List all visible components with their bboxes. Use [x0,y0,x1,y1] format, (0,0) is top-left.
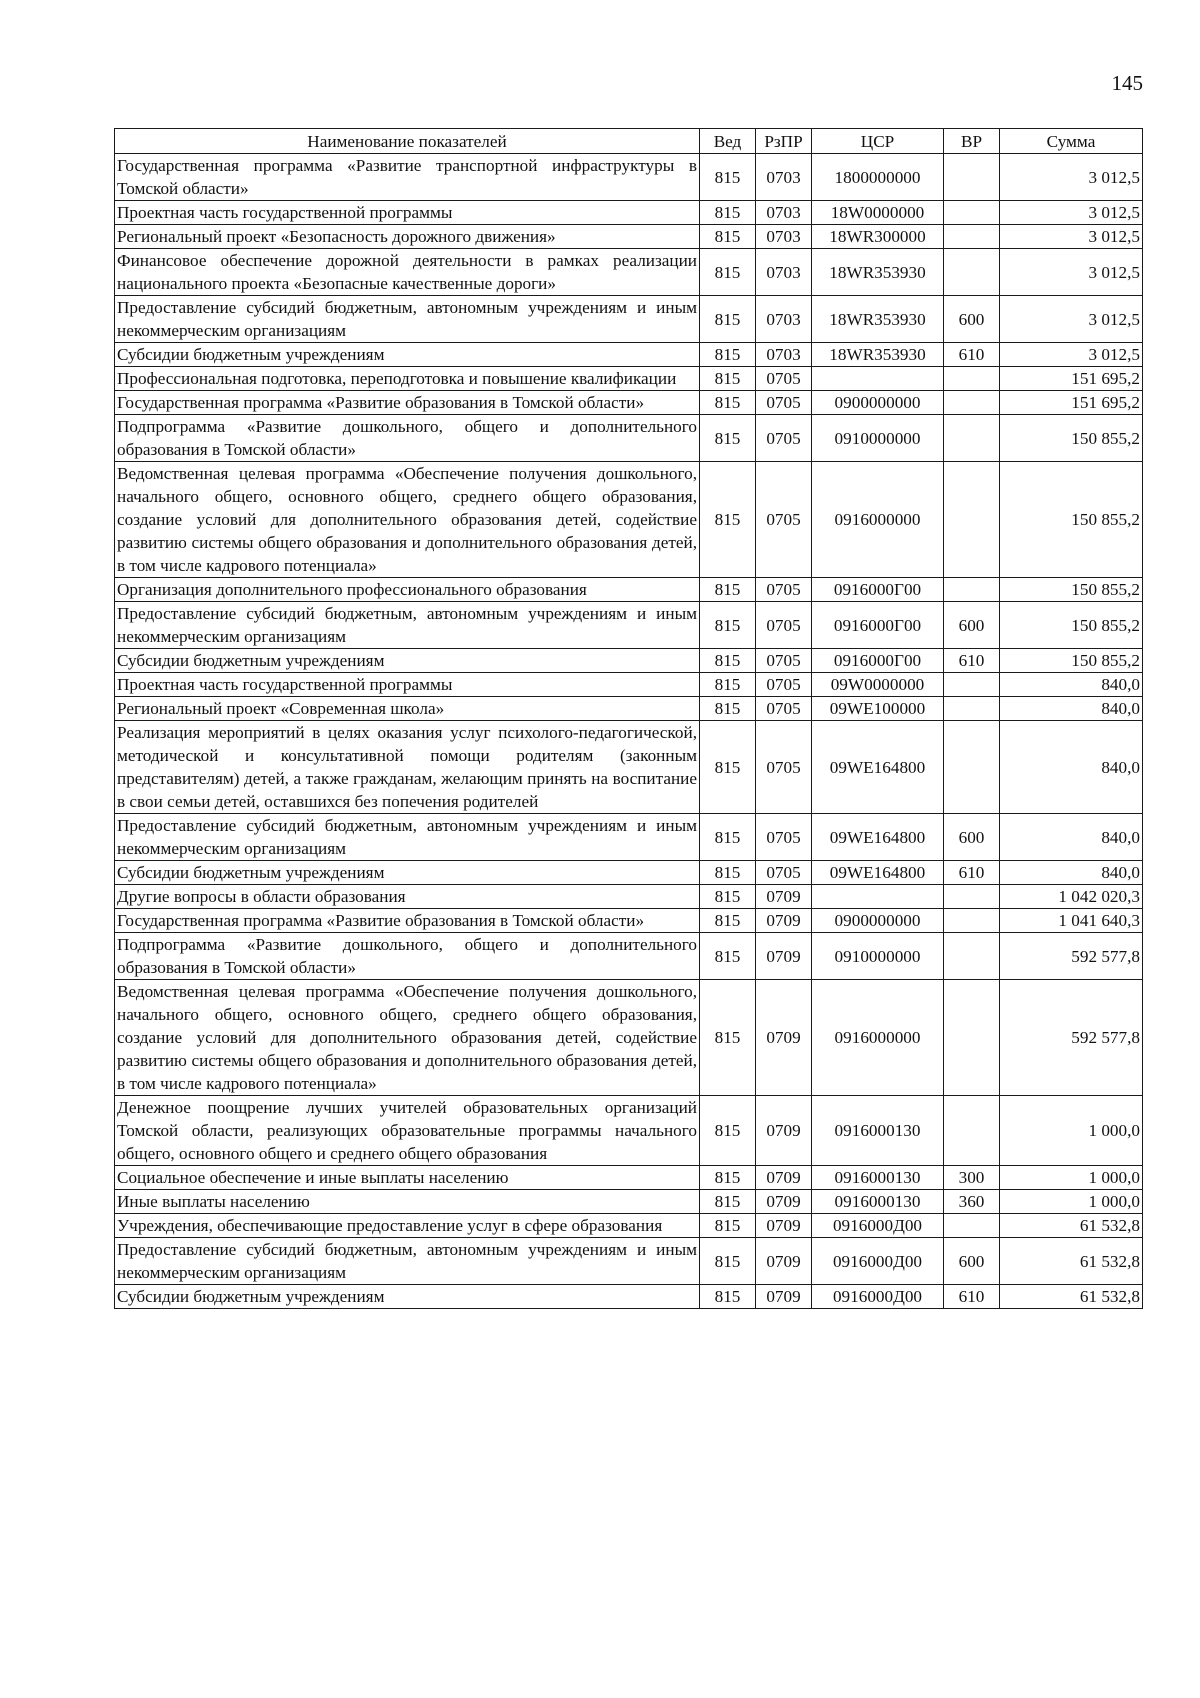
cell-name: Проектная часть государственной программы [115,201,700,225]
table-row [115,814,1143,861]
cell-csr: 0910000000 [812,415,944,462]
table-row [115,909,1143,933]
cell-name: Учреждения, обеспечивающие предоставление услуг в сфере образования [115,1214,700,1238]
cell-vr [944,885,1000,909]
table-row [115,1285,1143,1309]
header-row [115,129,1143,154]
table-row [115,697,1143,721]
cell-name: Социальное обеспечение и иные выплаты населению [115,1166,700,1190]
table-row [115,201,1143,225]
cell-csr: 0916000Д00 [812,1238,944,1285]
cell-rzpr: 0703 [756,249,812,296]
cell-ved: 815 [700,933,756,980]
cell-ved: 815 [700,367,756,391]
table-row [115,225,1143,249]
table-row [115,391,1143,415]
cell-name: Ведомственная целевая программа «Обеспечение получения дошкольного, начального общего, основного общего, среднего общего образования, создание условий для дополнительного образования детей, содействие развитию системы общего образования и дополнительного образования детей, в том числе кадрового потенциала» [115,462,700,578]
cell-sum: 1 041 640,3 [1000,909,1143,933]
table-row [115,1214,1143,1238]
cell-ved: 815 [700,649,756,673]
cell-vr [944,721,1000,814]
cell-csr: 0900000000 [812,391,944,415]
cell-rzpr: 0703 [756,296,812,343]
cell-sum: 592 577,8 [1000,980,1143,1096]
table-header [115,129,1143,154]
cell-rzpr: 0703 [756,154,812,201]
cell-vr [944,201,1000,225]
cell-name: Региональный проект «Современная школа» [115,697,700,721]
cell-ved: 815 [700,391,756,415]
cell-ved: 815 [700,814,756,861]
cell-name: Государственная программа «Развитие образования в Томской области» [115,909,700,933]
cell-sum: 151 695,2 [1000,391,1143,415]
cell-ved: 815 [700,885,756,909]
cell-csr: 18WR300000 [812,225,944,249]
cell-name: Государственная программа «Развитие транспортной инфраструктуры в Томской области» [115,154,700,201]
cell-rzpr: 0709 [756,1096,812,1166]
cell-sum: 1 000,0 [1000,1190,1143,1214]
cell-sum: 840,0 [1000,861,1143,885]
header-name: Наименование показателей [115,129,700,154]
cell-vr: 610 [944,343,1000,367]
cell-csr: 18WR353930 [812,296,944,343]
cell-rzpr: 0705 [756,673,812,697]
cell-name: Подпрограмма «Развитие дошкольного, общего и дополнительного образования в Томской области» [115,415,700,462]
cell-csr: 0916000130 [812,1190,944,1214]
table-row [115,861,1143,885]
table-row [115,415,1143,462]
cell-csr: 18WR353930 [812,249,944,296]
cell-sum: 150 855,2 [1000,415,1143,462]
cell-name: Предоставление субсидий бюджетным, автономным учреждениям и иным некоммерческим организациям [115,602,700,649]
cell-ved: 815 [700,602,756,649]
cell-sum: 150 855,2 [1000,602,1143,649]
cell-csr: 09WE164800 [812,721,944,814]
cell-rzpr: 0705 [756,415,812,462]
cell-vr: 600 [944,296,1000,343]
cell-rzpr: 0709 [756,1214,812,1238]
cell-ved: 815 [700,1190,756,1214]
cell-ved: 815 [700,1096,756,1166]
cell-name: Другие вопросы в области образования [115,885,700,909]
cell-sum: 3 012,5 [1000,343,1143,367]
cell-ved: 815 [700,721,756,814]
cell-name: Профессиональная подготовка, переподготовка и повышение квалификации [115,367,700,391]
cell-sum: 3 012,5 [1000,296,1143,343]
cell-csr: 18W0000000 [812,201,944,225]
cell-vr [944,154,1000,201]
cell-vr: 300 [944,1166,1000,1190]
cell-sum: 61 532,8 [1000,1214,1143,1238]
cell-csr: 18WR353930 [812,343,944,367]
table-row [115,1238,1143,1285]
table-row [115,343,1143,367]
table-row [115,578,1143,602]
cell-vr: 610 [944,861,1000,885]
cell-ved: 815 [700,201,756,225]
cell-name: Государственная программа «Развитие образования в Томской области» [115,391,700,415]
cell-ved: 815 [700,1238,756,1285]
cell-name: Субсидии бюджетным учреждениям [115,861,700,885]
cell-csr: 0916000Г00 [812,578,944,602]
cell-rzpr: 0705 [756,814,812,861]
cell-csr: 0916000000 [812,462,944,578]
table-row [115,1166,1143,1190]
cell-vr [944,909,1000,933]
cell-ved: 815 [700,578,756,602]
cell-rzpr: 0709 [756,933,812,980]
table-row [115,154,1143,201]
cell-rzpr: 0709 [756,909,812,933]
cell-rzpr: 0709 [756,885,812,909]
cell-vr [944,462,1000,578]
cell-sum: 840,0 [1000,673,1143,697]
cell-name: Предоставление субсидий бюджетным, автономным учреждениям и иным некоммерческим организациям [115,814,700,861]
cell-sum: 1 000,0 [1000,1166,1143,1190]
cell-csr [812,367,944,391]
table-row [115,1096,1143,1166]
cell-sum: 150 855,2 [1000,462,1143,578]
cell-name: Денежное поощрение лучших учителей образовательных организаций Томской области, реализующих образовательные программы начального общего, основного общего и среднего общего образования [115,1096,700,1166]
table-row [115,885,1143,909]
cell-rzpr: 0705 [756,602,812,649]
cell-ved: 815 [700,1285,756,1309]
cell-sum: 3 012,5 [1000,201,1143,225]
cell-csr: 09W0000000 [812,673,944,697]
table-row [115,980,1143,1096]
table-body [115,154,1143,1309]
cell-rzpr: 0703 [756,225,812,249]
cell-name: Субсидии бюджетным учреждениям [115,649,700,673]
cell-csr [812,885,944,909]
cell-name: Реализация мероприятий в целях оказания услуг психолого-педагогической, методической и консультативной помощи родителям (законным представителям) детей, а также гражданам, желающим принять на воспитание в свои семьи детей, оставшихся без попечения родителей [115,721,700,814]
cell-sum: 3 012,5 [1000,249,1143,296]
table-row [115,721,1143,814]
cell-csr: 0916000130 [812,1096,944,1166]
cell-ved: 815 [700,225,756,249]
cell-vr [944,933,1000,980]
cell-name: Организация дополнительного профессионального образования [115,578,700,602]
cell-sum: 3 012,5 [1000,225,1143,249]
cell-vr: 360 [944,1190,1000,1214]
cell-vr [944,673,1000,697]
cell-sum: 150 855,2 [1000,649,1143,673]
cell-csr: 0916000Д00 [812,1214,944,1238]
cell-ved: 815 [700,980,756,1096]
cell-vr [944,578,1000,602]
cell-ved: 815 [700,296,756,343]
cell-sum: 592 577,8 [1000,933,1143,980]
cell-vr [944,249,1000,296]
cell-rzpr: 0709 [756,1190,812,1214]
cell-sum: 3 012,5 [1000,154,1143,201]
header-sum: Сумма [1000,129,1143,154]
table-row [115,673,1143,697]
cell-ved: 815 [700,861,756,885]
cell-name: Предоставление субсидий бюджетным, автономным учреждениям и иным некоммерческим организациям [115,296,700,343]
cell-vr [944,980,1000,1096]
cell-rzpr: 0705 [756,697,812,721]
cell-rzpr: 0705 [756,649,812,673]
header-vr: ВР [944,129,1000,154]
cell-ved: 815 [700,909,756,933]
cell-vr [944,225,1000,249]
budget-table [114,128,1143,1309]
cell-rzpr: 0705 [756,462,812,578]
cell-rzpr: 0709 [756,1285,812,1309]
cell-ved: 815 [700,154,756,201]
table-row [115,462,1143,578]
cell-ved: 815 [700,415,756,462]
cell-vr [944,1096,1000,1166]
cell-vr: 600 [944,602,1000,649]
cell-ved: 815 [700,697,756,721]
cell-rzpr: 0705 [756,721,812,814]
cell-csr: 0916000Г00 [812,602,944,649]
cell-ved: 815 [700,462,756,578]
cell-ved: 815 [700,1214,756,1238]
cell-vr: 600 [944,1238,1000,1285]
cell-sum: 1 042 020,3 [1000,885,1143,909]
cell-ved: 815 [700,343,756,367]
cell-csr: 0916000Д00 [812,1285,944,1309]
cell-vr: 610 [944,649,1000,673]
page-number: 145 [1111,71,1143,95]
cell-sum: 1 000,0 [1000,1096,1143,1166]
cell-name: Региональный проект «Безопасность дорожного движения» [115,225,700,249]
table-row [115,249,1143,296]
cell-ved: 815 [700,249,756,296]
table-row [115,296,1143,343]
cell-vr [944,415,1000,462]
cell-rzpr: 0705 [756,391,812,415]
cell-csr: 0900000000 [812,909,944,933]
cell-name: Субсидии бюджетным учреждениям [115,1285,700,1309]
table-row [115,649,1143,673]
cell-rzpr: 0709 [756,980,812,1096]
cell-sum: 840,0 [1000,721,1143,814]
cell-vr [944,391,1000,415]
cell-rzpr: 0703 [756,343,812,367]
cell-sum: 61 532,8 [1000,1285,1143,1309]
cell-vr [944,1214,1000,1238]
cell-sum: 840,0 [1000,814,1143,861]
cell-ved: 815 [700,673,756,697]
header-ved: Вед [700,129,756,154]
cell-ved: 815 [700,1166,756,1190]
cell-sum: 151 695,2 [1000,367,1143,391]
cell-sum: 840,0 [1000,697,1143,721]
cell-rzpr: 0705 [756,578,812,602]
cell-name: Подпрограмма «Развитие дошкольного, общего и дополнительного образования в Томской области» [115,933,700,980]
cell-csr: 0916000Г00 [812,649,944,673]
cell-name: Ведомственная целевая программа «Обеспечение получения дошкольного, начального общего, основного общего, среднего общего образования, создание условий для дополнительного образования детей, содействие развитию системы общего образования и дополнительного образования детей, в том числе кадрового потенциала» [115,980,700,1096]
cell-rzpr: 0703 [756,201,812,225]
cell-rzpr: 0705 [756,861,812,885]
cell-name: Финансовое обеспечение дорожной деятельности в рамках реализации национального проекта «Безопасные качественные дороги» [115,249,700,296]
cell-name: Иные выплаты населению [115,1190,700,1214]
table-row [115,602,1143,649]
cell-csr: 0916000130 [812,1166,944,1190]
cell-csr: 0910000000 [812,933,944,980]
table-row [115,933,1143,980]
cell-vr [944,697,1000,721]
cell-csr: 09WE100000 [812,697,944,721]
cell-sum: 150 855,2 [1000,578,1143,602]
cell-vr: 600 [944,814,1000,861]
cell-sum: 61 532,8 [1000,1238,1143,1285]
cell-csr: 09WE164800 [812,861,944,885]
cell-rzpr: 0705 [756,367,812,391]
cell-csr: 09WE164800 [812,814,944,861]
cell-vr: 610 [944,1285,1000,1309]
cell-rzpr: 0709 [756,1238,812,1285]
cell-name: Проектная часть государственной программы [115,673,700,697]
table-row [115,367,1143,391]
table-row [115,1190,1143,1214]
cell-rzpr: 0709 [756,1166,812,1190]
header-rzpr: РзПР [756,129,812,154]
cell-csr: 1800000000 [812,154,944,201]
header-csr: ЦСР [812,129,944,154]
cell-name: Субсидии бюджетным учреждениям [115,343,700,367]
cell-vr [944,367,1000,391]
cell-csr: 0916000000 [812,980,944,1096]
cell-name: Предоставление субсидий бюджетным, автономным учреждениям и иным некоммерческим организациям [115,1238,700,1285]
